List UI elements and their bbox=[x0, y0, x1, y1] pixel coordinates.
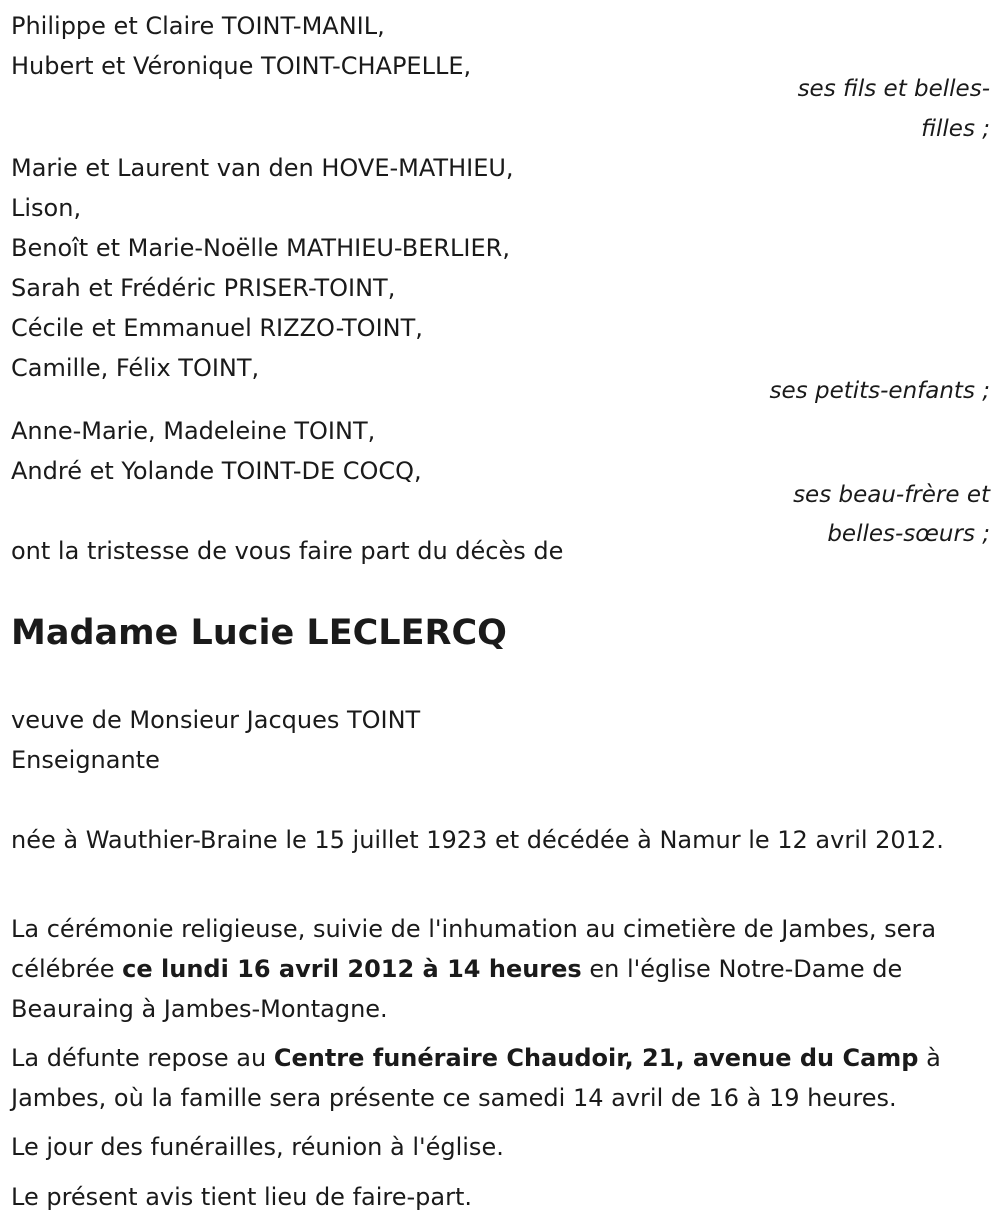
grandchild-line-6: Camille, Félix TOINT, bbox=[11, 354, 260, 382]
birth-death-paragraph: née à Wauthier-Braine le 15 juillet 1923 et décédée à Namur le 12 avril 2012. bbox=[11, 826, 944, 854]
funeral-center-address: Centre funéraire Chaudoir, 21, avenue du Camp bbox=[273, 1044, 919, 1072]
grandchild-line-5: Cécile et Emmanuel RIZZO-TOINT, bbox=[11, 314, 423, 342]
ceremony-text-start: La cérémonie religieuse, suivie de l'inhumation au cimetière de Jambes, sera célébrée bbox=[11, 915, 937, 983]
rest-paragraph bbox=[11, 1038, 986, 1118]
ceremony-date-time: ce lundi 16 avril 2012 à 14 heures bbox=[122, 955, 582, 983]
grandchild-line-1: Marie et Laurent van den HOVE-MATHIEU, bbox=[11, 154, 514, 182]
ceremony-paragraph bbox=[11, 909, 986, 1029]
family-line-sons-2: Hubert et Véronique TOINT-CHAPELLE, bbox=[11, 52, 472, 80]
notice-paragraph: Le présent avis tient lieu de faire-part. bbox=[11, 1183, 473, 1211]
in-law-line-2: André et Yolande TOINT-DE COCQ, bbox=[11, 457, 422, 485]
relation-sons-2: filles ; bbox=[921, 116, 990, 142]
deceased-name: Madame Lucie LECLERCQ bbox=[11, 613, 507, 653]
profession-line: Enseignante bbox=[11, 746, 160, 774]
rest-text-start: La défunte repose au bbox=[11, 1044, 274, 1072]
funeral-day-paragraph: Le jour des funérailles, réunion à l'église. bbox=[11, 1133, 504, 1161]
relation-sons-1: ses fils et belles- bbox=[797, 76, 990, 102]
widow-of-line: veuve de Monsieur Jacques TOINT bbox=[11, 706, 421, 734]
in-law-line-1: Anne-Marie, Madeleine TOINT, bbox=[11, 417, 376, 445]
grandchild-line-3: Benoît et Marie-Noëlle MATHIEU-BERLIER, bbox=[11, 234, 510, 262]
relation-in-laws-1: ses beau-frère et bbox=[793, 482, 990, 508]
grandchild-line-2: Lison, bbox=[11, 194, 82, 222]
ceremony-text-end: en l'église Notre-Dame de Beauraing à Jambes-Montagne. bbox=[11, 955, 903, 1023]
relation-grandchildren: ses petits-enfants ; bbox=[769, 378, 990, 404]
family-line-sons-1: Philippe et Claire TOINT-MANIL, bbox=[11, 12, 385, 40]
relation-in-laws-2: belles-sœurs ; bbox=[827, 521, 990, 547]
announcement-text: ont la tristesse de vous faire part du décès de bbox=[11, 537, 564, 565]
grandchild-line-4: Sarah et Frédéric PRISER-TOINT, bbox=[11, 274, 396, 302]
rest-text-end: à Jambes, où la famille sera présente ce samedi 14 avril de 16 à 19 heures. bbox=[11, 1044, 941, 1112]
